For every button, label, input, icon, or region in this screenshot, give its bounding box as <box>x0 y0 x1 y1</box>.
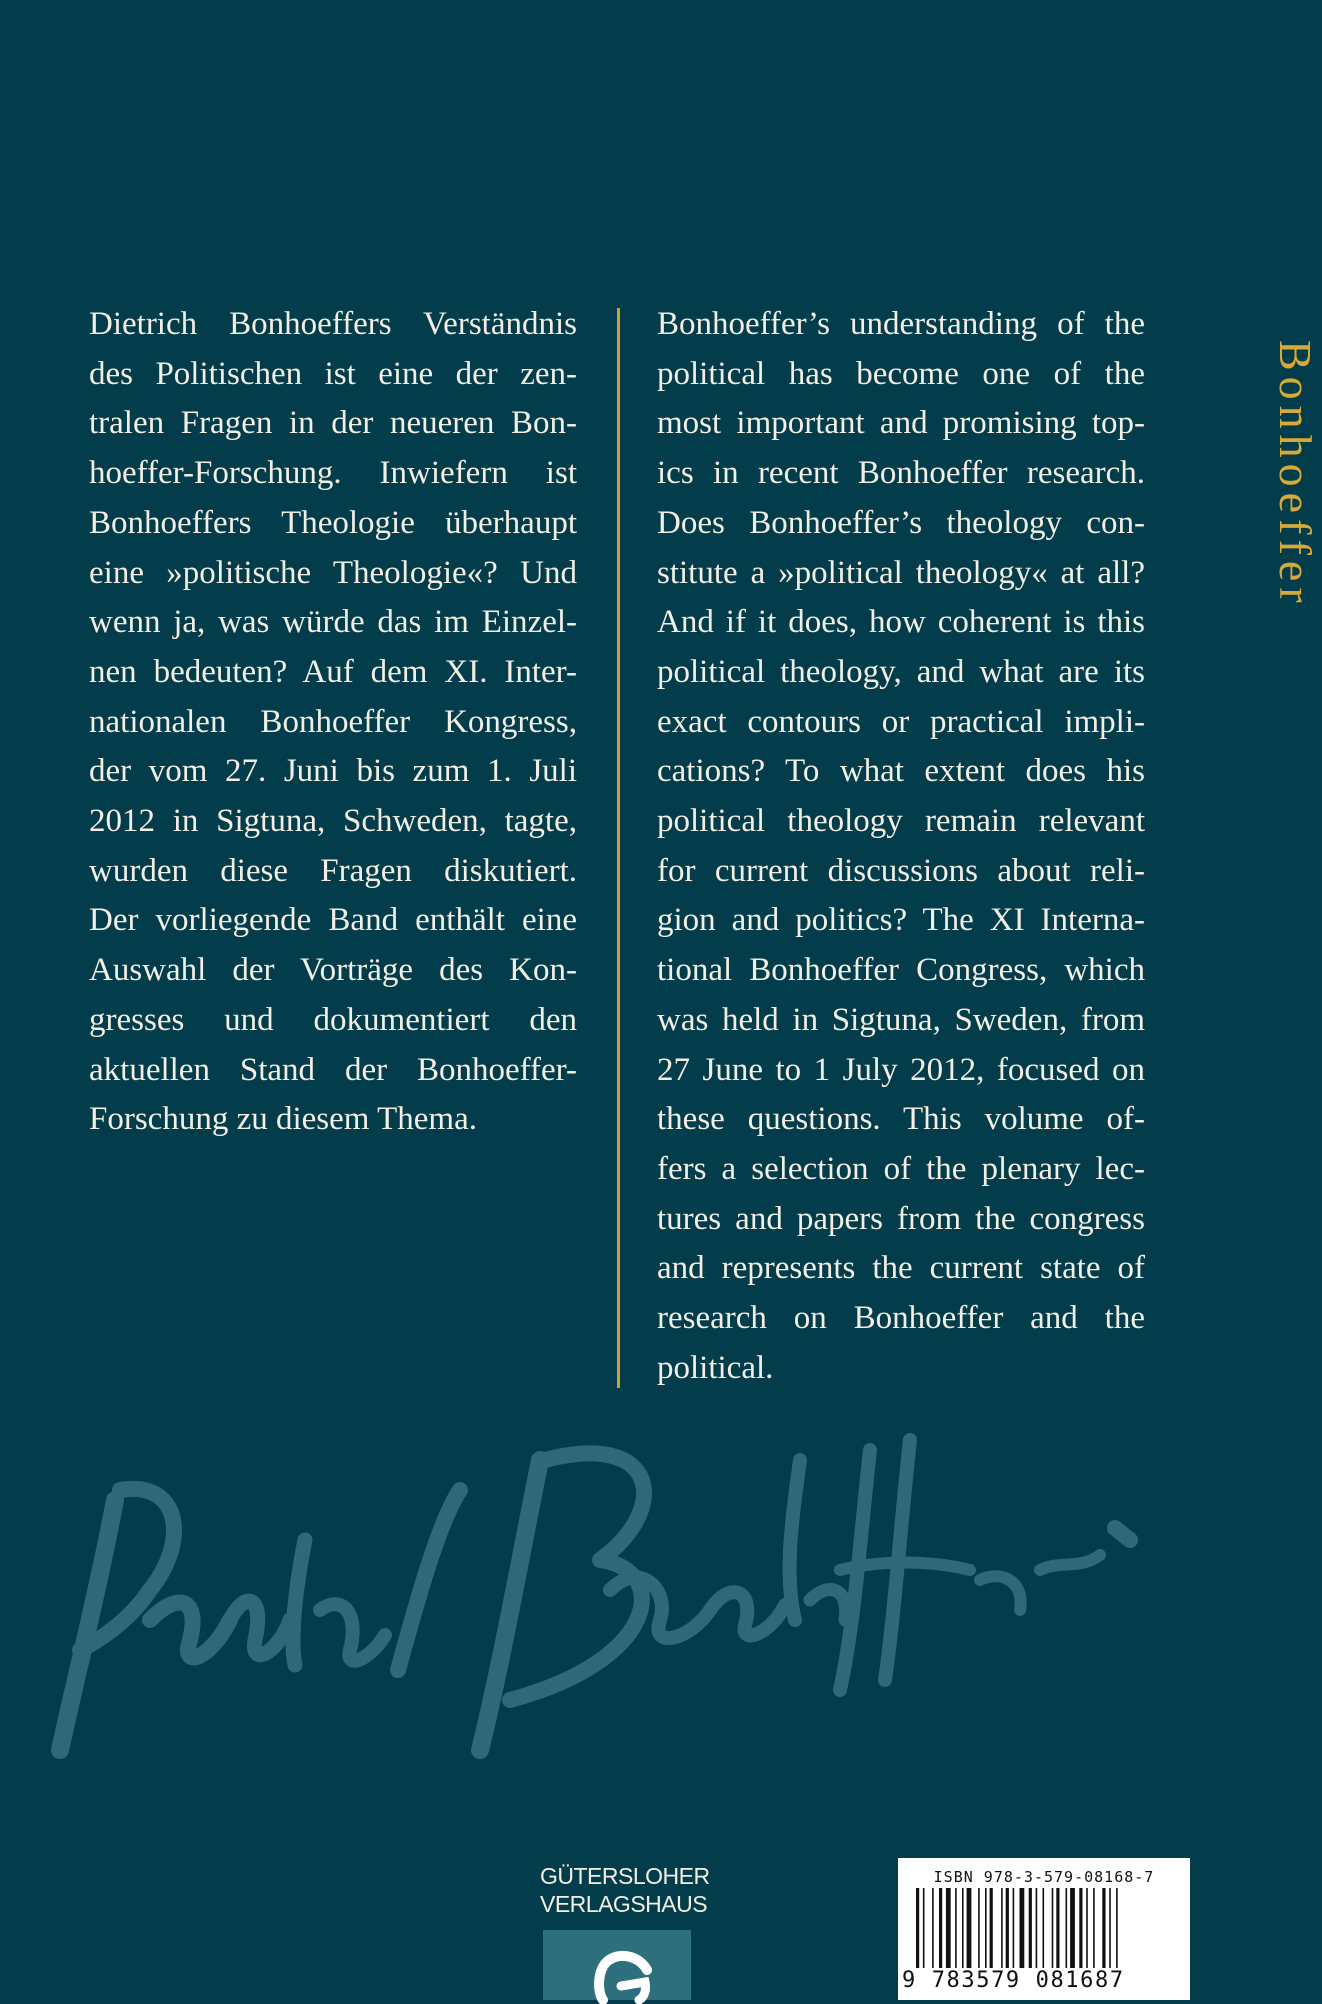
text-line: nationalen Bonhoeffer Kongress, <box>89 703 577 740</box>
text-line: tralen Fragen in der neueren Bon- <box>89 405 577 442</box>
text-line: research on Bonhoeffer and the <box>657 1300 1145 1337</box>
barcode-bar <box>1020 1888 1025 1968</box>
barcode-digits: 9 783579 081687 <box>902 1968 1125 1993</box>
text-line: gresses und dokumentiert den <box>89 1001 577 1038</box>
signature-stroke <box>790 1460 800 1620</box>
barcode-bar <box>1056 1888 1059 1968</box>
text-line: des Politischen ist eine der zen- <box>89 355 577 392</box>
text-line: fers a selection of the plenary lec- <box>657 1150 1145 1187</box>
signature-stroke <box>840 1563 970 1571</box>
signature-stroke <box>320 1604 385 1660</box>
signature-stroke <box>810 1590 846 1620</box>
english-description <box>657 300 1145 1393</box>
barcode-bar <box>1086 1888 1088 1968</box>
barcode-bar <box>916 1888 919 1968</box>
isbn-barcode <box>898 1858 1190 2000</box>
barcode-bar <box>1052 1888 1054 1968</box>
barcode-bar <box>1013 1888 1015 1968</box>
publisher-logo-icon <box>543 1930 691 2000</box>
text-line: der vom 27. Juni bis zum 1. Juli <box>89 753 577 790</box>
barcode-bar <box>1079 1888 1082 1968</box>
text-line: political theology, and what are its <box>657 653 1145 690</box>
text-line: tional Bonhoeffer Congress, which <box>657 952 1145 989</box>
text-line: aktuellen Stand der Bonhoeffer- <box>89 1051 577 1088</box>
signature-stroke <box>980 1576 1021 1610</box>
barcode-bar <box>955 1888 957 1968</box>
text-line: and represents the current state of <box>657 1250 1145 1287</box>
text-line: wurden diese Fragen diskutiert. <box>89 852 577 889</box>
barcode-bar <box>1006 1888 1009 1968</box>
text-line: most important and promising top- <box>657 405 1145 442</box>
barcode-bar <box>990 1888 993 1968</box>
signature-stroke <box>150 1603 230 1658</box>
barcode-bar <box>1116 1888 1118 1968</box>
barcode-bar <box>978 1888 980 1968</box>
text-line: 2012 in Sigtuna, Schweden, tagte, <box>89 803 577 840</box>
barcode-bar <box>1066 1888 1068 1968</box>
barcode-bar <box>985 1888 987 1968</box>
text-line: exact contours or practical impli- <box>657 703 1145 740</box>
text-line: Bonhoeffer’s understanding of the <box>657 306 1145 342</box>
text-line: political. <box>657 1349 774 1386</box>
text-line: political has become one of the <box>657 355 1145 392</box>
publisher-logo <box>543 1930 691 2000</box>
german-description <box>89 300 577 1145</box>
text-line: these questions. This volume of- <box>657 1101 1145 1138</box>
barcode-bar <box>1001 1888 1003 1968</box>
text-line: tures and papers from the congress <box>657 1200 1145 1237</box>
text-line: Does Bonhoeffer’s theology con- <box>657 504 1145 541</box>
spine-title <box>1270 340 1322 960</box>
barcode-bar <box>946 1888 951 1968</box>
barcode-bar <box>923 1888 925 1968</box>
barcode-bar <box>939 1888 942 1968</box>
barcode-bar <box>1029 1888 1032 1968</box>
signature-stroke <box>710 1592 785 1635</box>
publisher-line-2: VERLAGSHAUS <box>540 1891 708 1917</box>
text-line: Dietrich Bonhoeffers Verständnis <box>89 306 577 342</box>
text-line: stitute a »political theology« at all? <box>657 554 1145 591</box>
text-line: nen bedeuten? Auf dem XI. Inter- <box>89 653 577 690</box>
barcode-bar <box>1070 1888 1075 1968</box>
spine-title-text: Bonhoeffer <box>1270 340 1321 609</box>
text-line: ics in recent Bonhoeffer research. <box>657 455 1145 492</box>
text-line: Der vorliegende Band enthält eine <box>89 902 577 939</box>
text-line: gion and politics? The XI Interna- <box>657 902 1145 939</box>
text-line: Auswahl der Vorträge des Kon- <box>89 952 577 989</box>
signature-stroke <box>293 1540 305 1665</box>
barcode-bar <box>967 1888 972 1968</box>
barcode-bar <box>1109 1888 1111 1968</box>
text-line: political theology remain relevant <box>657 803 1145 840</box>
text-line: wenn ja, was würde das im Einzel- <box>89 604 577 641</box>
text-line: Forschung zu diesem Thema. <box>89 1101 477 1138</box>
barcode-bar <box>1102 1888 1105 1968</box>
bonhoeffer-signature <box>40 1420 1180 1780</box>
barcode-bar <box>1036 1888 1038 1968</box>
text-line: eine »politische Theologie«? Und <box>89 554 577 591</box>
signature-stroke <box>230 1601 290 1655</box>
column-divider <box>617 308 620 1388</box>
text-line: cations? To what extent does his <box>657 753 1145 790</box>
barcode-bar <box>1093 1888 1095 1968</box>
signature-stroke <box>1040 1555 1100 1570</box>
text-line: Bonhoeffers Theologie überhaupt <box>89 504 577 541</box>
text-line: 27 June to 1 July 2012, focused on <box>657 1051 1145 1088</box>
publisher-name <box>540 1862 710 1918</box>
text-line: hoeffer-Forschung. Inwiefern ist <box>89 455 577 492</box>
barcode-bar <box>962 1888 964 1968</box>
text-line: for current discussions about reli- <box>657 852 1145 889</box>
isbn-label: ISBN 978-3-579-08168-7 <box>933 1868 1155 1886</box>
signature-stroke <box>398 1490 460 1670</box>
text-line: And if it does, how coherent is this <box>657 604 1145 641</box>
barcode-bar <box>932 1888 934 1968</box>
barcode-bar <box>1043 1888 1045 1968</box>
signature-stroke <box>1115 1528 1130 1540</box>
publisher-line-1: GÜTERSLOHER <box>540 1863 710 1889</box>
text-line: was held in Sigtuna, Sweden, from <box>657 1001 1145 1038</box>
